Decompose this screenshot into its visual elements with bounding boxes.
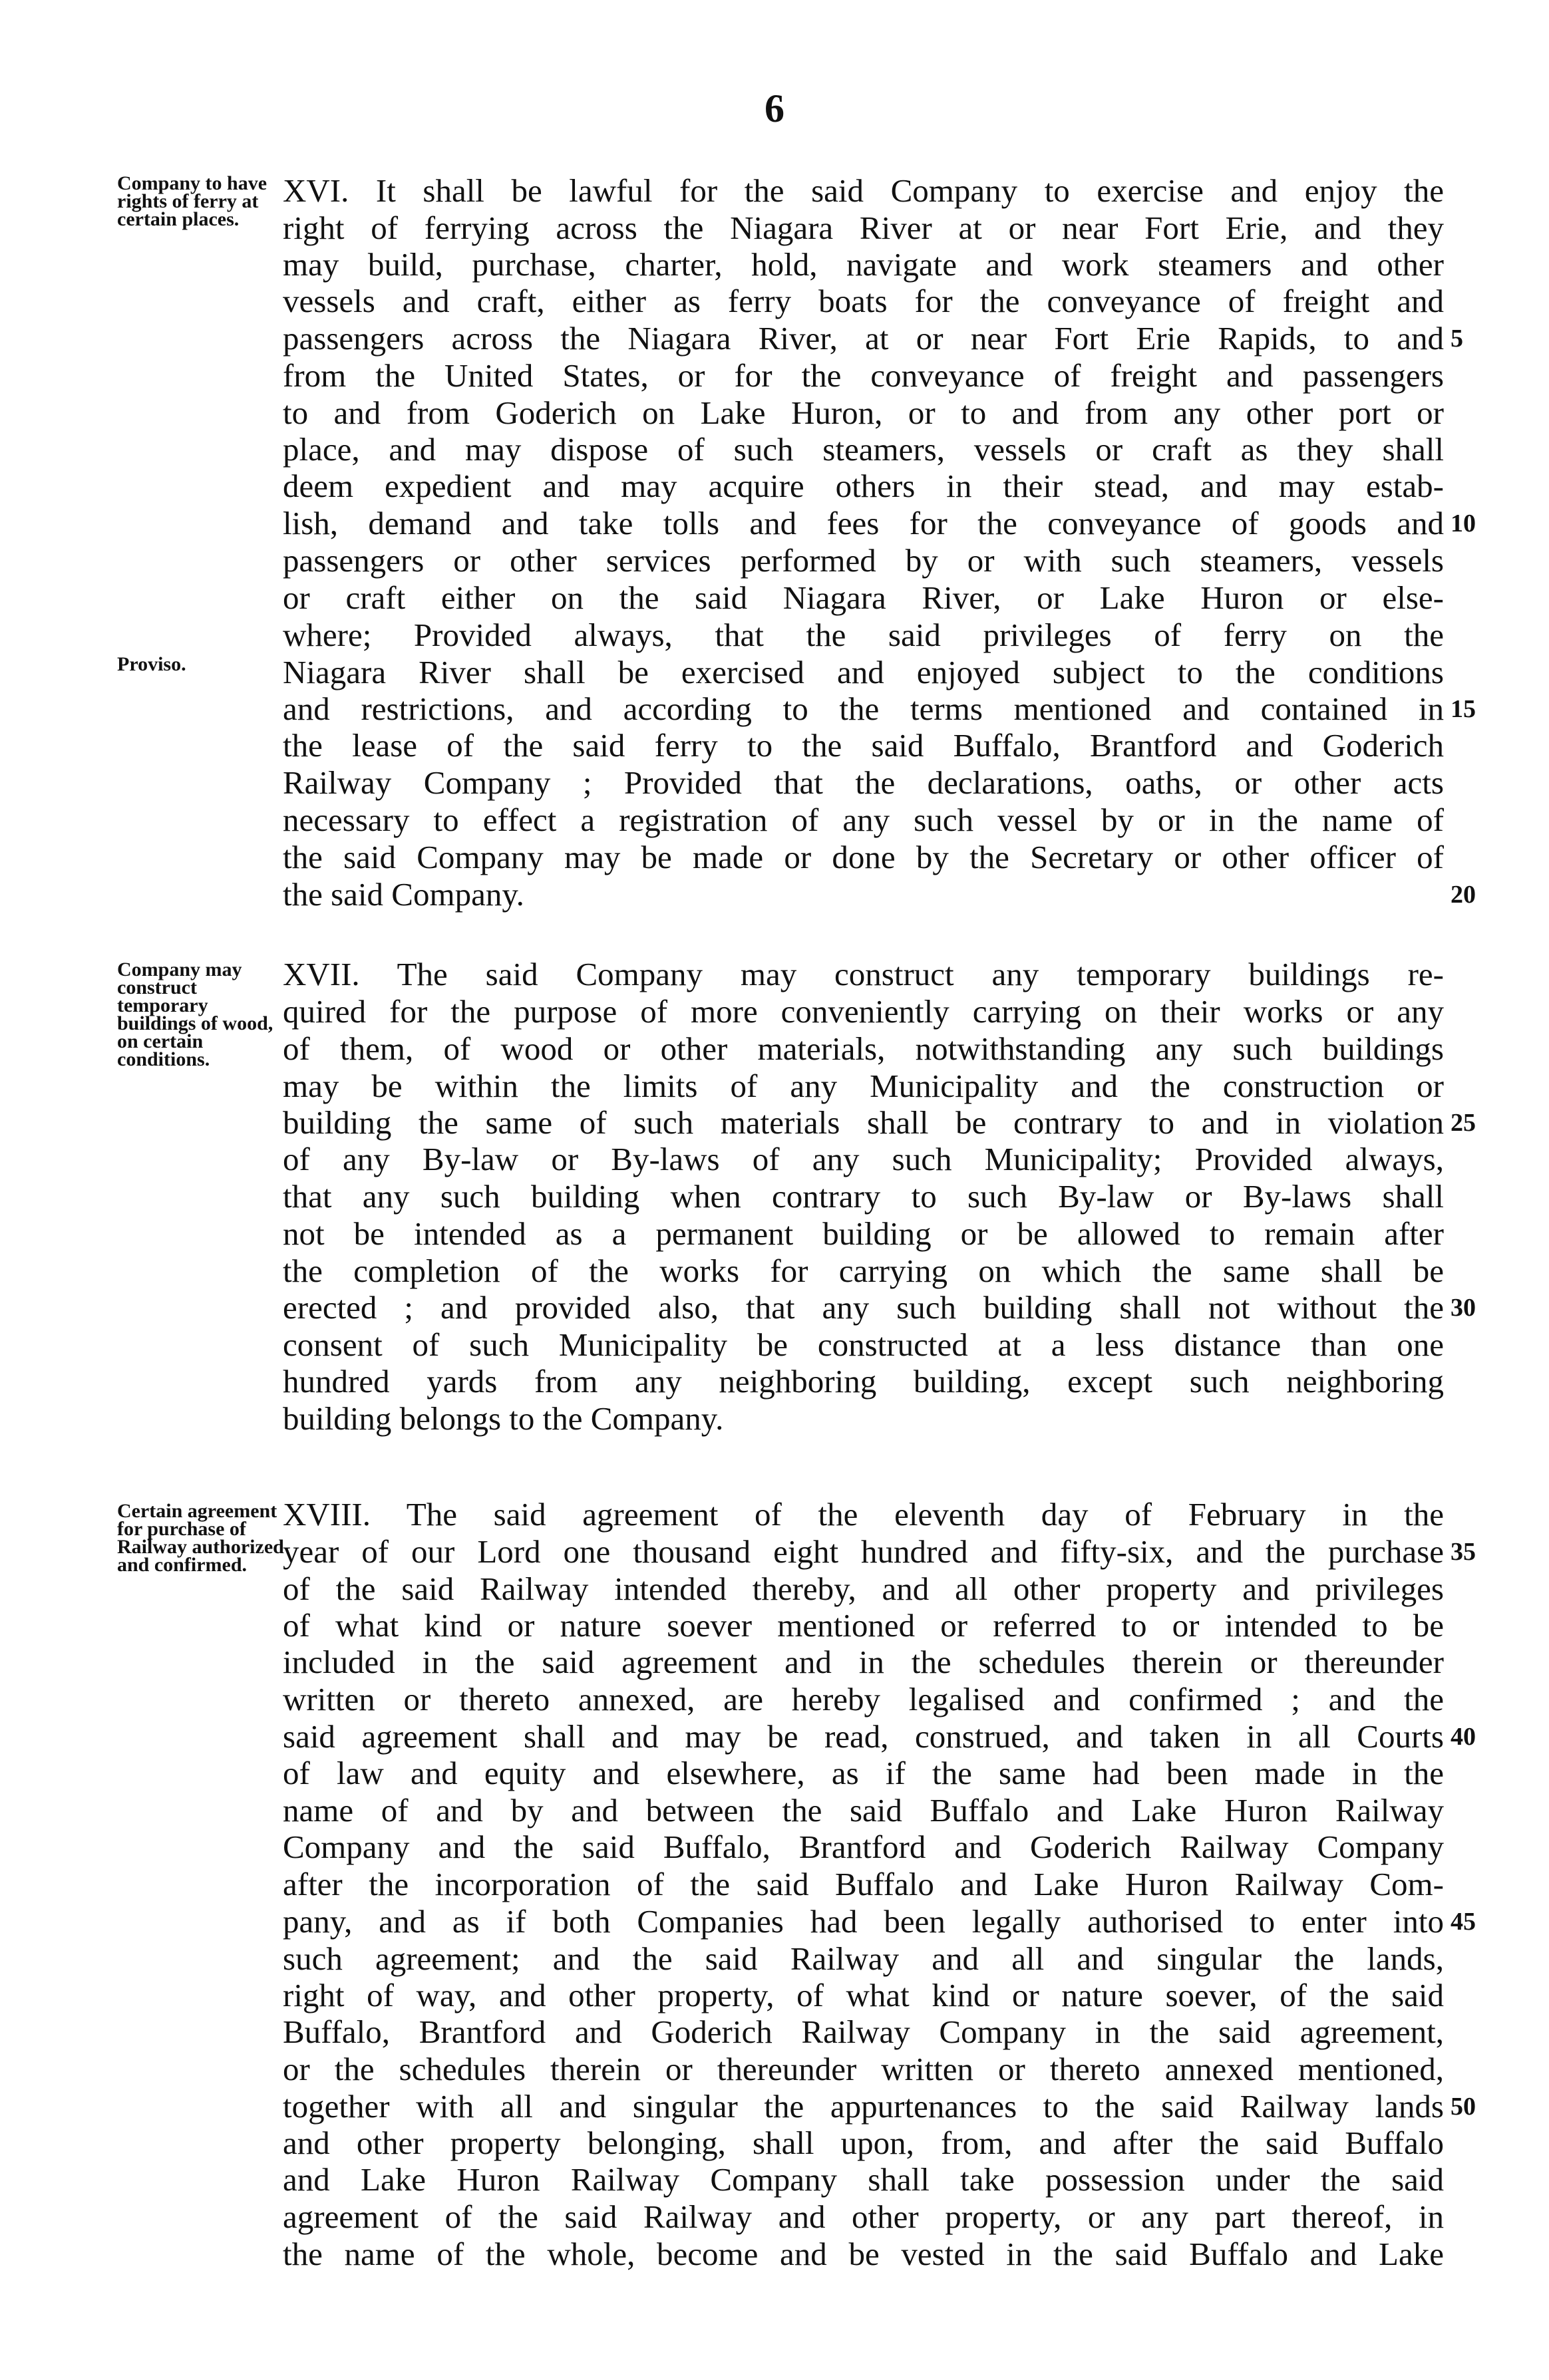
text-line: Company and the said Buffalo, Brantford and Goderich Railway Company [283, 1829, 1444, 1865]
margin-note: Company to have rights of ferry at certain places. [117, 172, 267, 230]
text-line: consent of such Municipality be constructed at a less distance than one [283, 1326, 1444, 1363]
text-line: after the incorporation of the said Buffalo and Lake Huron Railway Com- [283, 1866, 1444, 1902]
text-line: vessels and craft, either as ferry boats for the conveyance of freight and [283, 283, 1444, 319]
text-line: the said Company. [283, 876, 524, 913]
text-line: from the United States, or for the conveyance of freight and passengers [283, 357, 1444, 394]
line-number: 40 [1451, 1723, 1476, 1751]
text-line: may build, purchase, charter, hold, navigate and work steamers and other [283, 246, 1444, 283]
text-line: may be within the limits of any Municipality and the construction or [283, 1068, 1444, 1104]
text-line: Buffalo, Brantford and Goderich Railway Company in the said agreement, [283, 2013, 1444, 2050]
text-line: building belongs to the Company. [283, 1400, 724, 1437]
text-line: written or thereto annexed, are hereby legalised and confirmed ; and the [283, 1681, 1444, 1717]
text-line: of them, of wood or other materials, notwithstanding any such buildings [283, 1030, 1444, 1067]
text-line: and restrictions, and according to the terms mentioned and contained in [283, 690, 1444, 727]
line-number: 10 [1451, 510, 1476, 537]
text-line: and other property belonging, shall upon, from, and after the said Buffalo [283, 2125, 1444, 2161]
text-line: included in the said agreement and in the schedules therein or thereunder [283, 1644, 1444, 1680]
text-line: of law and equity and elsewhere, as if the same had been made in the [283, 1755, 1444, 1791]
text-line: right of ferrying across the Niagara River at or near Fort Erie, and they [283, 210, 1444, 246]
text-line: not be intended as a permanent building or be allowed to remain after [283, 1215, 1444, 1252]
text-line: together with all and singular the appurtenances to the said Railway lands [283, 2088, 1444, 2125]
text-line: place, and may dispose of such steamers, vessels or craft as they shall [283, 431, 1444, 468]
text-line: XVII. The said Company may construct any temporary buildings re- [283, 956, 1444, 992]
text-line: the completion of the works for carrying on which the same shall be [283, 1253, 1444, 1289]
line-number: 50 [1451, 2093, 1476, 2121]
text-line: passengers across the Niagara River, at or near Fort Erie Rapids, to and [283, 320, 1444, 357]
line-number: 20 [1451, 881, 1476, 909]
text-line: passengers or other services performed by or with such steamers, vessels [283, 542, 1444, 579]
text-line: and Lake Huron Railway Company shall take possession under the said [283, 2161, 1444, 2198]
text-line: quired for the purpose of more conveniently carrying on their works or any [283, 993, 1444, 1030]
line-number: 15 [1451, 695, 1476, 723]
text-line: building the same of such materials shall be contrary to and in violation [283, 1104, 1444, 1141]
text-line: XVIII. The said agreement of the eleventh day of February in the [283, 1496, 1444, 1533]
text-line: that any such building when contrary to such By-law or By-laws shall [283, 1178, 1444, 1215]
text-line: deem expedient and may acquire others in their stead, and may estab- [283, 468, 1444, 504]
text-line: said agreement shall and may be read, construed, and taken in all Courts [283, 1718, 1444, 1755]
line-number: 35 [1451, 1538, 1476, 1566]
margin-note: Proviso. [117, 653, 186, 675]
text-line: of any By-law or By-laws of any such Municipality; Provided always, [283, 1141, 1444, 1177]
text-line: XVI. It shall be lawful for the said Company to exercise and enjoy the [283, 172, 1444, 209]
text-line: or the schedules therein or thereunder written or thereto annexed mentioned, [283, 2051, 1444, 2087]
text-line: the lease of the said ferry to the said Buffalo, Brantford and Goderich [283, 727, 1444, 764]
text-line: lish, demand and take tolls and fees for the conveyance of goods and [283, 505, 1444, 541]
text-line: necessary to effect a registration of any such vessel by or in the name of [283, 802, 1444, 838]
text-line: such agreement; and the said Railway and all and singular the lands, [283, 1940, 1444, 1977]
line-number: 25 [1451, 1109, 1476, 1137]
text-line: agreement of the said Railway and other property, or any part thereof, in [283, 2198, 1444, 2235]
text-line: of what kind or nature soever mentioned or referred to or intended to be [283, 1607, 1444, 1644]
margin-note: Certain agreement for purchase of Railway authorized and confirmed. [117, 1500, 284, 1576]
text-line: pany, and as if both Companies had been legally authorised to enter into [283, 1903, 1444, 1940]
text-line: the name of the whole, become and be vested in the said Buffalo and Lake [283, 2236, 1444, 2272]
text-line: right of way, and other property, of what kind or nature soever, of the said [283, 1977, 1444, 2013]
text-line: erected ; and provided also, that any such building shall not without the [283, 1289, 1444, 1326]
line-number: 5 [1451, 325, 1463, 353]
text-line: where; Provided always, that the said privileges of ferry on the [283, 617, 1444, 653]
text-line: of the said Railway intended thereby, and all other property and privileges [283, 1570, 1444, 1607]
text-line: year of our Lord one thousand eight hundred and fifty-six, and the purchase [283, 1533, 1444, 1570]
text-line: the said Company may be made or done by the Secretary or other officer of [283, 839, 1444, 875]
line-number: 30 [1451, 1294, 1476, 1322]
text-line: or craft either on the said Niagara River, or Lake Huron or else- [283, 579, 1444, 616]
text-line: name of and by and between the said Buffalo and Lake Huron Railway [283, 1792, 1444, 1829]
text-line: Niagara River shall be exercised and enjoyed subject to the conditions [283, 654, 1444, 690]
page-number: 6 [765, 86, 784, 130]
line-number: 45 [1451, 1908, 1476, 1936]
text-line: hundred yards from any neighboring building, except such neighboring [283, 1363, 1444, 1400]
text-line: to and from Goderich on Lake Huron, or to and from any other port or [283, 394, 1444, 431]
margin-note: Company may construct temporary buildings of wood, on certain conditions. [117, 959, 273, 1070]
text-line: Railway Company ; Provided that the declarations, oaths, or other acts [283, 764, 1444, 801]
